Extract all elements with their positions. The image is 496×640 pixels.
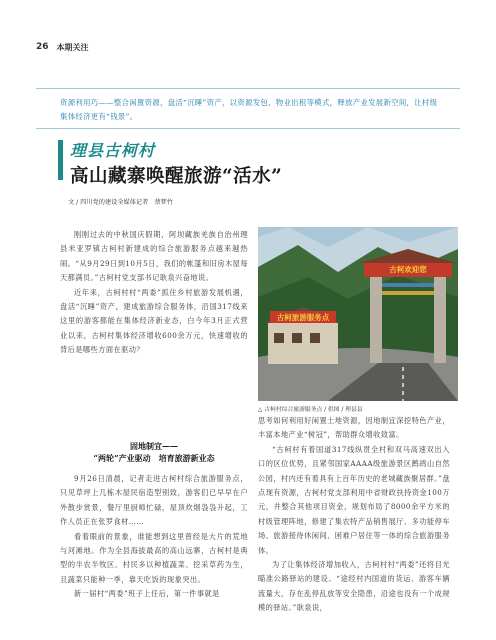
gate-sign-text: 古柯欢迎您 (389, 265, 427, 274)
paragraph: 看着眼前的景象，谁能想到这里曾经是大片的荒地与河滩地。作为全县海拔最高的高山远寨，古柯村是典型的半农半牧区。村民多以种植蔬菜、挖采草药为生，且蔬菜只能种一季，靠天吃饭的现象突出。 (60, 531, 248, 584)
paragraph: 9月26日清晨，记者走进古柯村综合旅游服务点，只见草坪上几栋木屋民宿造型别致，游客们已早早在户外散步赏景，餐厅里厨师忙碌，屋顶炊烟袅袅升起，工作人员正在张罗食材…… (60, 474, 248, 527)
section-label: 本期关注 (56, 42, 89, 52)
paragraph: 为了让集体经济增加收入，古柯村村“两委”还将目光瞄准公路驿站的建设。“途经村内国道的货运、游客车辆流量大，存在乱停乱放等安全隐患，沿途也没有一个成规模的驿站。”耿泉说， (258, 560, 450, 613)
article-title: 高山藏寨唤醒旅游“活水” (70, 166, 283, 187)
paragraph: 思考如何利用好闲置土地资源，因地制宜深挖特色产业，丰富本地产业“树冠”，帮助群众增收致富。 (258, 416, 450, 440)
article-photo (258, 227, 458, 401)
lead-bottom-rule (36, 128, 460, 129)
paragraph: 新一届村“两委”班子上任后，第一件事就是 (74, 589, 220, 599)
column-right (258, 414, 450, 616)
subheading (60, 440, 248, 464)
paragraph: “古柯村有着国道317线纵贯全村和双马高速双出入口的区位优势，且紧邻国家AAAA级旅游景区鹧鸪山自然公园，村内还有着具有上百年历史的老城藏族聚居群。”盘点现有资源，古柯村党支部利用中省财政扶持资金100万元，并整合其他项目资金，规划布局了8000余平方米的村级管理阵地，修建了集农特产品销售展厅、多功能停车场、旅游接待休闲间、困难户居住等一体的综合旅游服务体。 (258, 444, 450, 555)
photo-caption (258, 404, 363, 413)
paragraph: 近年来，古柯村村“两委”抓住乡村旅游发展机遇，盘活“沉睡”资产，建成旅游综合服务体，沿国317线来这里的游客都能在集体经济新业态，白今年3月正式营业以来，古柯村集体经济增收600余万元，快速增收的背后是哪些方面在驱动？ (60, 287, 248, 355)
column-left-top (60, 228, 248, 358)
column-left-bottom (60, 472, 248, 602)
caption-text: 古柯村综合旅游服务点 / 供图 / 理县县 (264, 407, 363, 413)
subheading-line-2: “两轮”产业驱动 培育旅游新业态 (93, 453, 215, 463)
page-number: 26 (36, 42, 49, 52)
lead-top-rule (36, 88, 460, 89)
banner-text: 古柯旅游服务点 (276, 313, 330, 322)
title-accent-bar (58, 140, 63, 180)
page-header (36, 41, 89, 53)
byline: 文 / 四川党的建设全媒体记者 蔡梦竹 (68, 199, 174, 206)
village-name: 理县古柯村 (70, 141, 156, 160)
lead-paragraph: 资源利用巧——整合闲置资源，盘活“沉睡”资产，以资源发包、物业出租等模式，释放产业发展新空间，让村级集体经济更有“钱景”。 (60, 98, 438, 121)
subheading-line-1: 固地制宜—— (130, 441, 178, 451)
caption-marker-icon: △ (258, 407, 265, 413)
tourist-service-point-illustration (258, 227, 458, 401)
paragraph: 刚刚过去的中秋国庆假期，阿坝藏族羌族自治州理县米亚罗镇古柯村新建成的综合旅游服务点越来越热闹。“从9月29日到10月5日，我们的帐篷和旧房木屋每天都满员。”古柯村党支部书记耿泉兴奋地说。 (60, 230, 248, 283)
